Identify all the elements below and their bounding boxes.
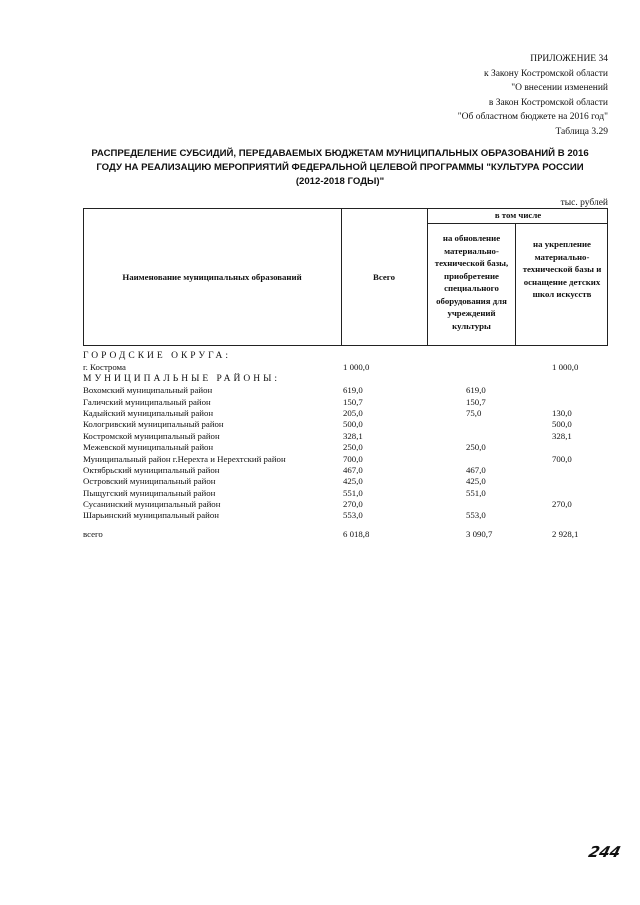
table-row <box>83 431 608 442</box>
column-header-including: в том числе <box>494 210 542 220</box>
column-header-art-schools: на укрепление материально-технической базы и оснащение детских школ искусств <box>522 239 602 299</box>
cell-name: Костромской муниципальный район <box>83 430 220 441</box>
cell-name: Кологривский муниципальный район <box>83 419 224 430</box>
cell-total: 425,0 <box>343 476 363 487</box>
cell-name: Шарьинский муниципальный район <box>83 510 219 521</box>
table-row <box>83 385 608 396</box>
cell-name: Галичский муниципальный район <box>83 396 211 407</box>
cell-total: 150,7 <box>343 396 363 407</box>
cell-name: МУНИЦИПАЛЬНЫЕ РАЙОНЫ: <box>83 373 280 384</box>
cell-name: Муниципальный район г.Нерехта и Нерехтский район <box>83 453 286 464</box>
cell-total: 553,0 <box>343 510 363 521</box>
cell-total: 270,0 <box>343 499 363 510</box>
cell-name: г. Кострома <box>83 362 126 373</box>
cell-material-base: 250,0 <box>466 442 486 453</box>
cell-total: 500,0 <box>343 419 363 430</box>
header-line: в Закон Костромской области <box>488 97 608 108</box>
cell-art-schools: 130,0 <box>552 407 572 418</box>
cell-name: Вохомский муниципальный район <box>83 385 213 396</box>
table-row <box>83 465 608 476</box>
units-label: тыс. рублей <box>560 198 608 208</box>
header-line: "Об областном бюджете на 2016 год" <box>457 112 608 122</box>
table-row <box>83 397 608 408</box>
table-number: Таблица 3.29 <box>555 127 608 137</box>
cell-name: Октябрьский муниципальный район <box>83 464 220 475</box>
cell-material-base: 150,7 <box>466 396 486 407</box>
header-line: к Закону Костромской области <box>483 68 608 79</box>
cell-name: Островский муниципальный район <box>83 476 216 487</box>
header-line: "О внесении изменений <box>511 83 608 93</box>
title-line: ГОДУ НА РЕАЛИЗАЦИЮ МЕРОПРИЯТИЙ ФЕДЕРАЛЬНОЙ ЦЕЛЕВОЙ ПРОГРАММЫ "КУЛЬТУРА РОССИИ <box>96 162 584 173</box>
table-body <box>83 351 608 540</box>
table-row <box>83 362 608 373</box>
document-title <box>60 147 620 189</box>
cell-total: 250,0 <box>343 442 363 453</box>
cell-name: Пыщугский муниципальный район <box>83 487 216 498</box>
cell-material-base: 551,0 <box>466 487 486 498</box>
cell-total: 619,0 <box>343 385 363 396</box>
cell-name: Кадыйский муниципальный район <box>83 407 214 418</box>
cell-total: 1 000,0 <box>343 362 370 373</box>
table-row <box>83 454 608 465</box>
section-heading-row <box>83 374 608 385</box>
column-header-total: Всего <box>373 272 395 282</box>
cell-total: 551,0 <box>343 487 363 498</box>
cell-art-schools: 500,0 <box>552 419 572 430</box>
table-row <box>83 499 608 510</box>
column-header-name: Наименование муниципальных образований <box>122 272 302 282</box>
title-line: (2012-2018 ГОДЫ)" <box>295 176 385 187</box>
title-line: РАСПРЕДЕЛЕНИЕ СУБСИДИЙ, ПЕРЕДАВАЕМЫХ БЮДЖЕТАМ МУНИЦИПАЛЬНЫХ ОБРАЗОВАНИЙ В 2016 <box>91 148 589 159</box>
cell-material-base: 467,0 <box>466 464 486 475</box>
cell-material-base: 425,0 <box>466 476 486 487</box>
cell-art-schools: 270,0 <box>552 499 572 510</box>
handwritten-page-number: 244 <box>586 843 623 861</box>
table-row <box>83 488 608 499</box>
cell-art-schools: 2 928,1 <box>552 528 579 539</box>
table-row <box>83 476 608 487</box>
cell-art-schools: 328,1 <box>552 430 572 441</box>
document-header <box>458 52 608 125</box>
cell-name: Межевской муниципальный район <box>83 442 214 453</box>
table-row <box>83 442 608 453</box>
table-header <box>83 208 608 346</box>
cell-total: 6 018,8 <box>343 528 370 539</box>
section-heading-row <box>83 351 608 362</box>
cell-total: 700,0 <box>343 453 363 464</box>
cell-material-base: 619,0 <box>466 385 486 396</box>
cell-total: 328,1 <box>343 430 363 441</box>
cell-total: 205,0 <box>343 407 363 418</box>
cell-total: 467,0 <box>343 464 363 475</box>
cell-name: Сусанинский муниципальный район <box>83 499 221 510</box>
grand-total-row <box>83 529 608 540</box>
table-row <box>83 408 608 419</box>
column-header-material-base: на обновление материально-технической базы, приобретение специального оборудования для учреждений культуры <box>434 233 509 331</box>
table-row <box>83 419 608 430</box>
header-line: ПРИЛОЖЕНИЕ 34 <box>530 54 608 64</box>
cell-name: ГОРОДСКИЕ ОКРУГА: <box>83 351 232 361</box>
table-row <box>83 510 608 521</box>
cell-name: всего <box>83 528 103 539</box>
cell-material-base: 3 090,7 <box>466 528 493 539</box>
cell-material-base: 75,0 <box>466 407 482 418</box>
cell-material-base: 553,0 <box>466 510 486 521</box>
cell-art-schools: 1 000,0 <box>552 362 579 373</box>
cell-art-schools: 700,0 <box>552 453 572 464</box>
